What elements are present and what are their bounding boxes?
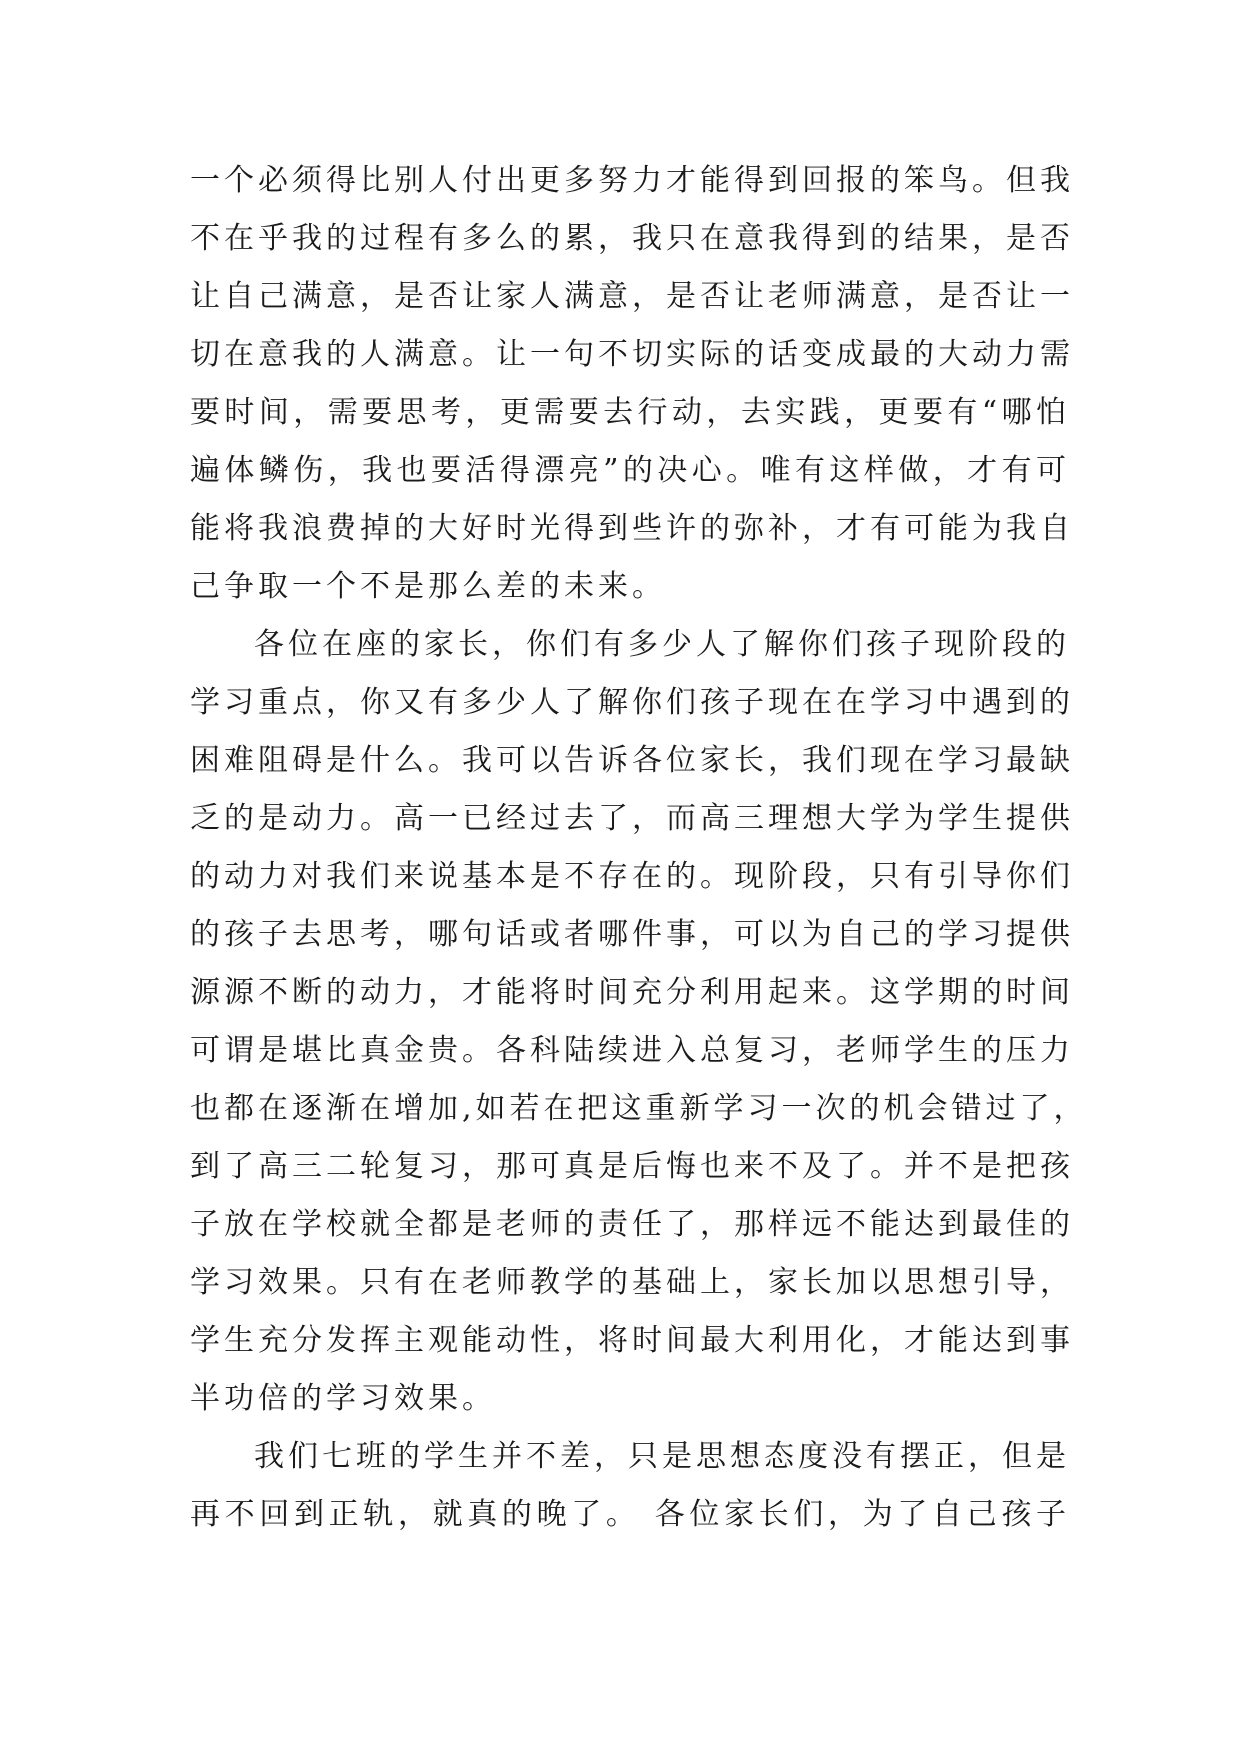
text-line: 不在乎我的过程有多么的累，我只在意我得到的结果，是否 bbox=[190, 221, 1074, 256]
text-line: 到了高三二轮复习，那可真是后悔也来不及了。并不是把孩 bbox=[190, 1149, 1074, 1184]
text-line: 要时间，需要思考，更需要去行动，去实践，更要有“哪怕 bbox=[190, 395, 1070, 430]
text-line: 切在意我的人满意。让一句不切实际的话变成最的大动力需 bbox=[190, 337, 1074, 372]
text-line: 学习重点，你又有多少人了解你们孩子现在在学习中遇到的 bbox=[190, 685, 1074, 720]
text-line: 学生充分发挥主观能动性，将时间最大利用化，才能达到事 bbox=[190, 1323, 1074, 1358]
text-line: 半功倍的学习效果。 bbox=[190, 1381, 496, 1416]
paragraph-first-line: 各位在座的家长，你们有多少人了解你们孩子现阶段的 bbox=[254, 627, 1070, 662]
text-line: 可谓是堪比真金贵。各科陆续进入总复习，老师学生的压力 bbox=[190, 1033, 1074, 1068]
text-line: 子放在学校就全都是老师的责任了，那样远不能达到最佳的 bbox=[190, 1207, 1074, 1242]
text-line: 己争取一个不是那么差的未来。 bbox=[190, 569, 666, 604]
text-line: 让自己满意，是否让家人满意，是否让老师满意，是否让一 bbox=[190, 279, 1074, 314]
body-text bbox=[190, 152, 1088, 1544]
text-line: 也都在逐渐在增加,如若在把这重新学习一次的机会错过了， bbox=[190, 1091, 1088, 1126]
paragraph-first-line: 我们七班的学生并不差，只是思想态度没有摆正，但是 bbox=[254, 1439, 1070, 1474]
text-line: 困难阻碍是什么。我可以告诉各位家长，我们现在学习最缺 bbox=[190, 743, 1074, 778]
text-line: 乏的是动力。高一已经过去了，而高三理想大学为学生提供 bbox=[190, 801, 1074, 836]
text-line: 源源不断的动力，才能将时间充分利用起来。这学期的时间 bbox=[190, 975, 1074, 1010]
text-line: 再不回到正轨，就真的晚了。 各位家长们，为了自己孩子 bbox=[190, 1497, 1070, 1532]
text-line: 学习效果。只有在老师教学的基础上，家长加以思想引导， bbox=[190, 1265, 1074, 1300]
text-line: 一个必须得比别人付出更多努力才能得到回报的笨鸟。但我 bbox=[190, 163, 1074, 198]
text-line: 的孩子去思考，哪句话或者哪件事，可以为自己的学习提供 bbox=[190, 917, 1074, 952]
text-line: 的动力对我们来说基本是不存在的。现阶段，只有引导你们 bbox=[190, 859, 1074, 894]
text-line: 能将我浪费掉的大好时光得到些许的弥补，才有可能为我自 bbox=[190, 511, 1074, 546]
text-line: 遍体鳞伤，我也要活得漂亮”的决心。唯有这样做，才有可 bbox=[190, 453, 1070, 488]
